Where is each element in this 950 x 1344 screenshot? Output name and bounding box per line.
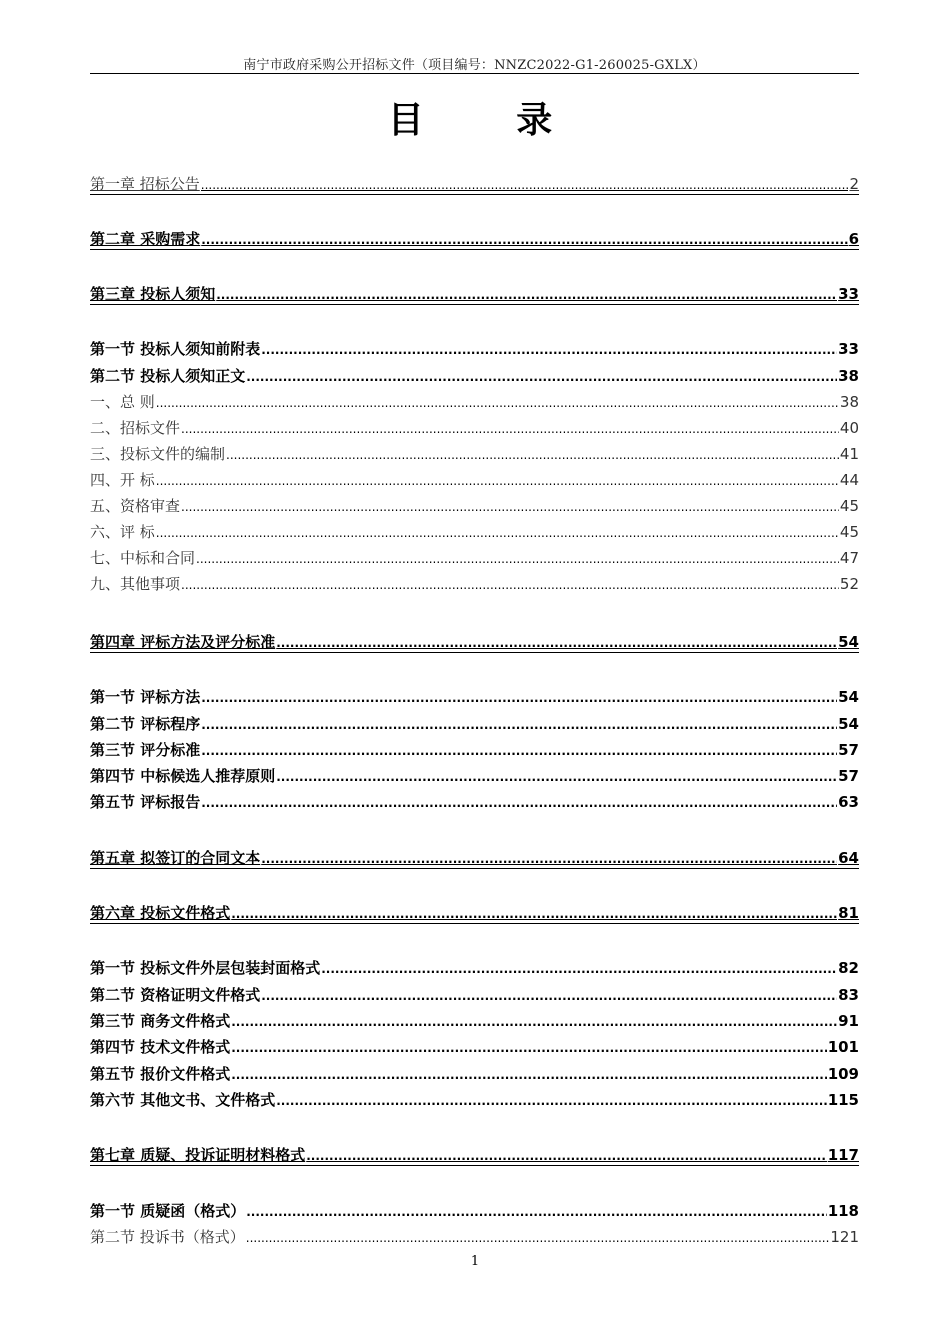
toc-entry[interactable] bbox=[90, 170, 859, 195]
toc-leader-dots bbox=[231, 905, 837, 923]
toc-leader-dots bbox=[276, 1092, 826, 1110]
toc-entry-label: 四、开 标 bbox=[90, 471, 155, 489]
toc-leader-dots bbox=[181, 576, 839, 594]
toc-entry[interactable] bbox=[90, 414, 859, 438]
toc-entry-label: 第四节 中标候选人推荐原则 bbox=[90, 767, 276, 785]
toc-entry[interactable] bbox=[90, 1007, 859, 1031]
toc-entry-label: 第一节 投标人须知前附表 bbox=[90, 340, 261, 358]
toc-entry-page: 52 bbox=[839, 575, 859, 593]
toc-entry-page: 101 bbox=[827, 1038, 859, 1056]
toc-entry[interactable] bbox=[90, 628, 859, 653]
toc-entry-page: 38 bbox=[838, 367, 859, 385]
toc-entry[interactable] bbox=[90, 570, 859, 594]
toc-leader-dots bbox=[276, 634, 837, 652]
toc-leader-dots bbox=[201, 794, 837, 812]
toc-entry[interactable] bbox=[90, 280, 859, 305]
toc-leader-dots bbox=[226, 446, 839, 464]
toc-entry-page: 109 bbox=[827, 1065, 859, 1083]
toc-entry-label: 第一节 投标文件外层包装封面格式 bbox=[90, 959, 321, 977]
toc-entry[interactable] bbox=[90, 1223, 859, 1247]
toc-entry-label: 第七章 质疑、投诉证明材料格式 bbox=[90, 1146, 306, 1164]
toc-leader-dots bbox=[246, 368, 837, 386]
toc-entry-label: 九、其他事项 bbox=[90, 575, 181, 593]
toc-leader-dots bbox=[181, 420, 839, 438]
toc-entry[interactable] bbox=[90, 1086, 859, 1110]
toc-entry-page: 82 bbox=[838, 959, 859, 977]
toc-entry-page: 45 bbox=[839, 497, 859, 515]
toc-leader-dots bbox=[201, 689, 837, 707]
toc-entry-page: 54 bbox=[838, 715, 859, 733]
toc-entry-label: 七、中标和合同 bbox=[90, 549, 196, 567]
toc-entry-page: 47 bbox=[839, 549, 859, 567]
toc-entry-label: 第六节 其他文书、文件格式 bbox=[90, 1091, 276, 1109]
toc-entry[interactable] bbox=[90, 440, 859, 464]
toc-entry[interactable] bbox=[90, 1197, 859, 1221]
toc-entry-label: 第三章 投标人须知 bbox=[90, 285, 216, 303]
toc-entry-page: 115 bbox=[827, 1091, 859, 1109]
toc-entry-page: 54 bbox=[838, 633, 859, 651]
toc-entry-label: 第一章 招标公告 bbox=[90, 175, 200, 193]
toc-leader-dots bbox=[246, 1229, 830, 1247]
toc-entry-page: 6 bbox=[848, 230, 859, 248]
toc-entry-page: 40 bbox=[839, 419, 859, 437]
toc-entry-label: 第二节 资格证明文件格式 bbox=[90, 986, 261, 1004]
toc-entry[interactable] bbox=[90, 492, 859, 516]
toc-entry-page: 64 bbox=[838, 849, 859, 867]
toc-entry-label: 第五章 拟签订的合同文本 bbox=[90, 849, 261, 867]
toc-entry-page: 121 bbox=[830, 1228, 859, 1246]
toc-entry-page: 33 bbox=[838, 340, 859, 358]
toc-entry[interactable] bbox=[90, 466, 859, 490]
toc-entry-label: 二、招标文件 bbox=[90, 419, 181, 437]
toc-entry-page: 91 bbox=[838, 1012, 859, 1030]
toc-entry-label: 第二节 投诉书（格式） bbox=[90, 1228, 245, 1246]
page-header: 南宁市政府采购公开招标文件（项目编号：NNZC2022-G1-260025-GXLX） bbox=[243, 58, 706, 73]
toc-leader-dots bbox=[321, 960, 837, 978]
toc-entry-label: 第一节 质疑函（格式） bbox=[90, 1202, 246, 1220]
toc-entry-page: 57 bbox=[838, 741, 859, 759]
toc-entry-label: 第四节 技术文件格式 bbox=[90, 1038, 231, 1056]
toc-entry[interactable] bbox=[90, 362, 859, 386]
toc-entry-page: 41 bbox=[839, 445, 859, 463]
toc-entry-label: 第五节 评标报告 bbox=[90, 793, 201, 811]
toc-entry-label: 第三节 商务文件格式 bbox=[90, 1012, 231, 1030]
toc-entry-label: 第四章 评标方法及评分标准 bbox=[90, 633, 276, 651]
toc-entry-label: 第一节 评标方法 bbox=[90, 688, 201, 706]
toc-entry[interactable] bbox=[90, 844, 859, 869]
toc-leader-dots bbox=[306, 1147, 826, 1165]
toc-leader-dots bbox=[231, 1066, 826, 1084]
toc-entry-label: 一、总 则 bbox=[90, 393, 155, 411]
toc-entry-page: 83 bbox=[838, 986, 859, 1004]
toc-leader-dots bbox=[201, 231, 847, 249]
toc-leader-dots bbox=[231, 1013, 837, 1031]
header-rule bbox=[90, 73, 859, 74]
toc-leader-dots bbox=[201, 742, 837, 760]
toc-entry[interactable] bbox=[90, 388, 859, 412]
toc-leader-dots bbox=[261, 341, 837, 359]
toc-entry-page: 45 bbox=[839, 523, 859, 541]
toc-leader-dots bbox=[216, 286, 837, 304]
toc-leader-dots bbox=[156, 472, 839, 490]
toc-leader-dots bbox=[246, 1203, 826, 1221]
toc-leader-dots bbox=[156, 394, 839, 412]
toc-entry[interactable] bbox=[90, 899, 859, 924]
toc-leader-dots bbox=[196, 550, 839, 568]
toc-entry[interactable] bbox=[90, 518, 859, 542]
toc-leader-dots bbox=[261, 850, 837, 868]
toc-entry-page: 118 bbox=[827, 1202, 859, 1220]
toc-entry-label: 第二章 采购需求 bbox=[90, 230, 201, 248]
toc-entry[interactable] bbox=[90, 1141, 859, 1166]
toc-leader-dots bbox=[156, 524, 839, 542]
toc-entry-page: 54 bbox=[838, 688, 859, 706]
toc-leader-dots bbox=[201, 716, 837, 734]
page-title: 目 录 bbox=[387, 99, 593, 141]
toc-leader-dots bbox=[261, 987, 837, 1005]
toc-entry[interactable] bbox=[90, 1060, 859, 1084]
toc-entry[interactable] bbox=[90, 683, 859, 707]
toc-entry[interactable] bbox=[90, 954, 859, 978]
toc-entry[interactable] bbox=[90, 788, 859, 812]
toc-entry-page: 44 bbox=[839, 471, 859, 489]
toc-entry-label: 第五节 报价文件格式 bbox=[90, 1065, 231, 1083]
toc-entry-page: 38 bbox=[839, 393, 859, 411]
toc-leader-dots bbox=[201, 176, 849, 194]
toc-leader-dots bbox=[231, 1039, 826, 1057]
toc-entry-page: 33 bbox=[838, 285, 859, 303]
toc-leader-dots bbox=[181, 498, 839, 516]
toc-entry-label: 第二节 评标程序 bbox=[90, 715, 201, 733]
toc-entry-page: 117 bbox=[827, 1146, 859, 1164]
toc-entry[interactable] bbox=[90, 1033, 859, 1057]
toc-leader-dots bbox=[276, 768, 837, 786]
toc-entry[interactable] bbox=[90, 762, 859, 786]
toc-entry-page: 81 bbox=[838, 904, 859, 922]
toc-entry-label: 六、评 标 bbox=[90, 523, 155, 541]
toc-entry-label: 三、投标文件的编制 bbox=[90, 445, 226, 463]
toc-entry[interactable] bbox=[90, 544, 859, 568]
toc-entry[interactable] bbox=[90, 335, 859, 359]
toc-entry[interactable] bbox=[90, 736, 859, 760]
toc-entry-label: 五、资格审查 bbox=[90, 497, 181, 515]
toc-entry-label: 第二节 投标人须知正文 bbox=[90, 367, 246, 385]
toc-entry-page: 2 bbox=[849, 175, 859, 193]
toc-entry[interactable] bbox=[90, 710, 859, 734]
toc-entry[interactable] bbox=[90, 981, 859, 1005]
toc-entry-label: 第六章 投标文件格式 bbox=[90, 904, 231, 922]
toc-entry[interactable] bbox=[90, 225, 859, 250]
toc-entry-page: 63 bbox=[838, 793, 859, 811]
page-number: 1 bbox=[470, 1254, 480, 1269]
toc-entry-page: 57 bbox=[838, 767, 859, 785]
toc-entry-label: 第三节 评分标准 bbox=[90, 741, 201, 759]
